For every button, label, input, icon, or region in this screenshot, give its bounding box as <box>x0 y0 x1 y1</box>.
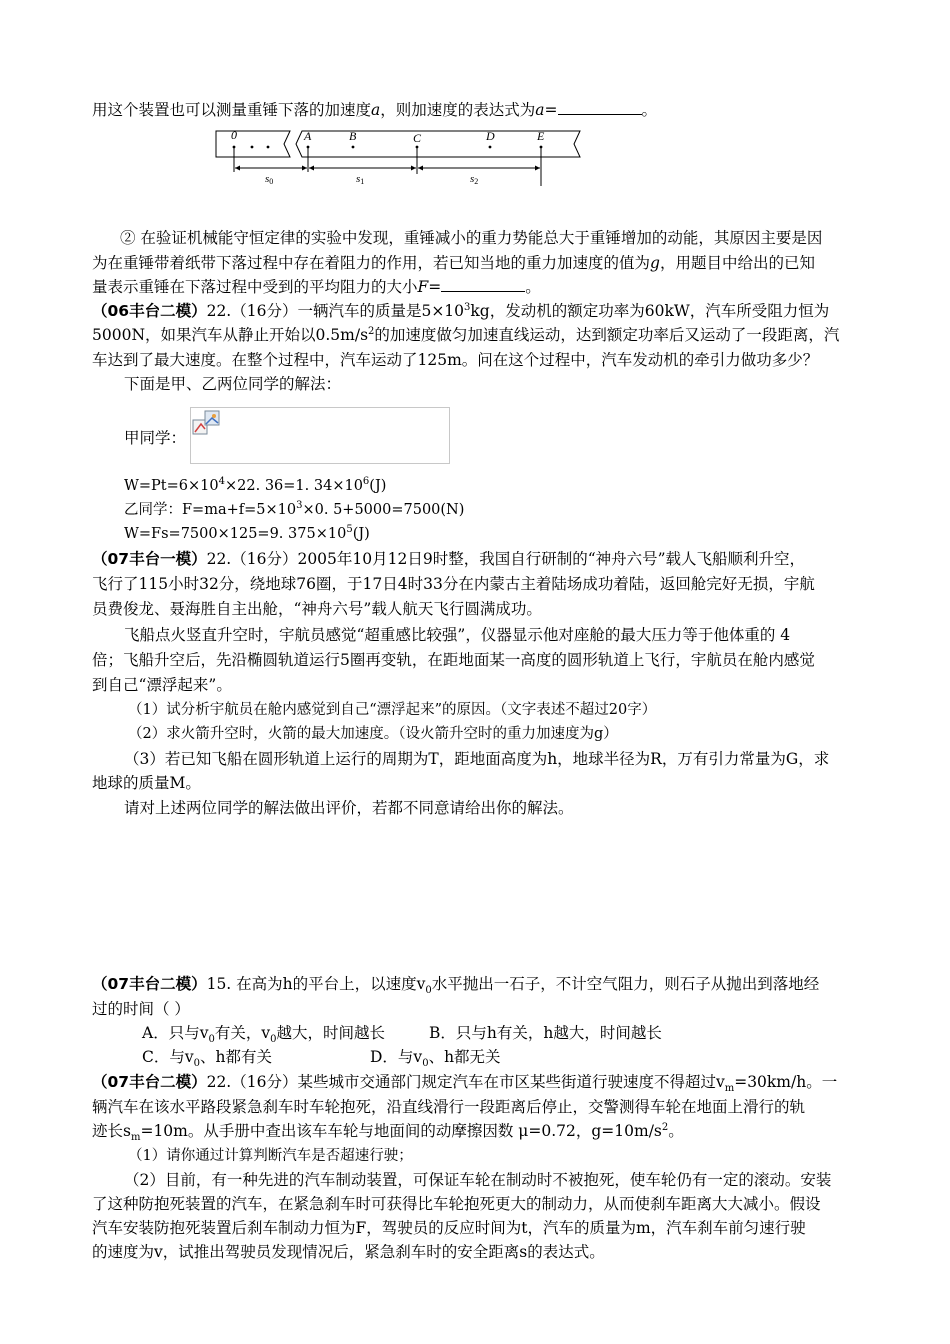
q07c-sub2d: 的速度为v，试推出驾驶员发现情况后，紧急刹车时的安全距离s的表达式。 <box>92 1243 605 1261</box>
q07b-line1: （07丰台二模）15. 在高为h的平台上，以速度$v_0$水平抛出一石子，不计空气阻力，则石子从抛出到落地经 <box>92 975 820 997</box>
q06-line4: 下面是甲、乙两位同学的解法： <box>124 375 342 393</box>
q06-line2: 5000N，如果汽车从静止开始以$0.5m/s^2$的加速度做匀加速直线运动，达到额定功率后又运动了一段距离，汽 <box>92 325 840 344</box>
q07c-sub2a: （2）目前，有一种先进的汽车制动装置，可保证车轮在制动时不被抱死，使车轮仍有一定的滚动。安装 <box>124 1171 832 1189</box>
yi-equation-1: 乙同学：$F=ma+f=5\times 10^3\times 0$. 5+5000=7500(N) <box>124 500 465 518</box>
q07a-sub3b: 地球的质量M。 <box>92 774 201 792</box>
tape-dot-b <box>352 146 355 149</box>
q07a-line5: 倍；飞船升空后，先沿椭圆轨道运行5圈再变轨，在距地面某一高度的圆形轨道上飞行，宇航员在舱内感觉 <box>92 651 815 669</box>
tape-left-segment <box>216 131 290 157</box>
para2-line2: 为在重锤带着纸带下落过程中存在着阻力的作用，若已知当地的重力加速度的值为g，用题目中给出的已知 <box>92 254 815 272</box>
jia-label: 甲同学： <box>124 429 187 447</box>
q07b-option-d: D．与$v_0$、h都无关 <box>370 1048 501 1070</box>
tape-dot <box>251 146 254 149</box>
q07a-line6: 到自己“漂浮起来”。 <box>92 676 232 694</box>
q07c-sub2c: 汽车安装防抱死装置后刹车制动力恒为F，驾驶员的反应时间为t，汽车的质量为m，汽车刹车前匀速行驶 <box>92 1219 806 1237</box>
tape-dot <box>267 146 270 149</box>
source-tag: （07丰台二模） <box>92 1073 207 1091</box>
tape-label-a: A <box>304 129 312 143</box>
para2-line3: 量表示重锤在下落过程中受到的平均阻力的大小F= 。 <box>92 278 541 296</box>
tape-label-e: E <box>537 129 545 143</box>
q07a-line4: 飞船点火竖直升空时，宇航员感觉“超重感比较强”，仪器显示他对座舱的最大压力等于他体重的 4 <box>124 626 791 644</box>
q07a-line2: 飞行了115小时32分，绕地球76圈，于17日4时33分在内蒙古主着陆场成功着陆，返回舱完好无损，宇航 <box>92 575 815 593</box>
paper-tape-diagram <box>210 126 590 190</box>
source-tag: （07丰台一模） <box>92 550 207 568</box>
s0-label: s0 <box>265 173 274 186</box>
q07a-sub3a: （3）若已知飞船在圆形轨道上运行的周期为T，距地面高度为h，地球半径为R，万有引力常量为G，求 <box>124 750 830 768</box>
tape-label-0: 0 <box>231 128 237 142</box>
q06-line1: （06丰台二模）22.（16分）一辆汽车的质量是$5\times 10^3kg$，发动机的额定功率为60kW，汽车所受阻力恒为 <box>92 301 830 320</box>
q07c-line2: 辆汽车在该水平路段紧急刹车时车轮抱死，沿直线滑行一段距离后停止，交警测得车轮在地面上滑行的轨 <box>92 1098 806 1116</box>
accel-question-line: 用这个装置也可以测量重锤下落的加速度a，则加速度的表达式为a= 。 <box>92 101 658 119</box>
q07a-sub2: （2）求火箭升空时，火箭的最大加速度。（设火箭升空时的重力加速度为g） <box>128 726 618 742</box>
evaluation-prompt: 请对上述两位同学的解法做出评价，若都不同意请给出你的解法。 <box>124 799 574 817</box>
q06-line3: 车达到了最大速度。在整个过程中，汽车运动了125m。问在这个过程中，汽车发动机的牵引力做功多少？ <box>92 351 819 369</box>
q07c-sub1: （1）请你通过计算判断汽车是否超速行驶； <box>128 1148 413 1164</box>
q07a-line3: 员费俊龙、聂海胜自主出舱，“神舟六号”载人航天飞行圆满成功。 <box>92 600 542 618</box>
q07c-line3: 迹长$s_m=10m$。从手册中查出该车车轮与地面间的动摩擦因数 μ=0.72，$g=10m/s^2$。 <box>92 1121 684 1144</box>
answer-blank <box>441 277 525 292</box>
tape-label-c: C <box>413 131 422 145</box>
para2-line1: ② 在验证机械能守恒定律的实验中发现，重锤减小的重力势能总大于重锤增加的动能，其原因主要是因 <box>120 229 823 247</box>
q07b-line2: 过的时间（ ） <box>92 1000 190 1018</box>
q07a-sub1: （1）试分析宇航员在舱内感觉到自己“漂浮起来”的原因。（文字表述不超过20字） <box>128 702 657 718</box>
q07b-option-b: B．只与h有关，h越大，时间越长 <box>429 1024 662 1042</box>
tape-label-d: D <box>486 129 495 143</box>
q07a-line1: （07丰台一模）22.（16分）2005年10月12日9时整，我国自行研制的“神舟六号”载人飞船顺利升空， <box>92 550 806 568</box>
answer-blank <box>558 100 642 115</box>
source-tag: （06丰台二模） <box>92 302 207 320</box>
q07c-line1: （07丰台二模）22.（16分）某些城市交通部门规定汽车在市区某些街道行驶速度不得超过$v_m=30km/h$。一 <box>92 1073 838 1095</box>
jia-equation: $W=Pt=6\times 10^4\times 22$. 36=1. $34\times 10^6(J)$ <box>124 476 387 494</box>
q07b-option-a: A．只与$v_0$有关，$v_0$越大，时间越长 <box>142 1024 385 1046</box>
tape-dot-d <box>489 146 492 149</box>
s2-label: s2 <box>470 173 479 186</box>
tape-label-b: B <box>349 129 357 143</box>
q07b-option-c: C．与$v_0$、h都有关 <box>142 1048 272 1070</box>
yi-equation-2: W=Fs=7500×125=9. $375\times 10^5(J)$ <box>124 524 370 542</box>
s1-label: s1 <box>356 173 365 186</box>
source-tag: （07丰台二模） <box>92 975 207 993</box>
q07c-sub2b: 了这种防抱死装置的汽车，在紧急刹车时可获得比车轮抱死更大的制动力，从而使刹车距离大大减小。假设 <box>92 1195 821 1213</box>
